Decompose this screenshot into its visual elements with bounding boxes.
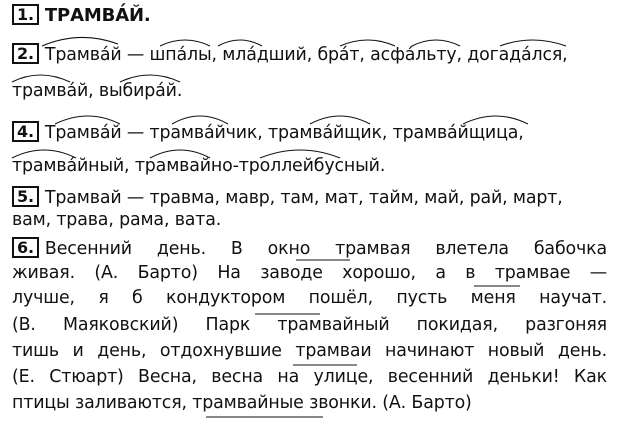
exercise-2-text: Трамва́й — шпа́лы, мла́дший, бра́т, асфа́льту, догада́лся, bbox=[44, 45, 568, 65]
exercise-4-line-1 bbox=[12, 121, 524, 144]
exercise-6-line-5: тишь и день, отдохнувшие трамваи начинают новый день. bbox=[12, 341, 607, 361]
exercise-6-line-7: птицы заливаются, трамвайные звонки. (А. Барто) bbox=[12, 393, 472, 413]
exercise-6-line-2: живая. (А. Барто) На заводе хорошо, а в трамвае — bbox=[12, 263, 607, 283]
exercise-6-line-6: (Е. Стюарт) Весна, весна на улице, весенний деньки! Как bbox=[12, 367, 607, 387]
exercise-number: 6. bbox=[12, 237, 39, 258]
exercise-number: 2. bbox=[12, 43, 39, 64]
exercise-number: 4. bbox=[12, 121, 39, 142]
exercise-number: 5. bbox=[12, 186, 39, 207]
exercise-1 bbox=[12, 4, 151, 27]
exercise-4-text: Трамва́й — трамва́йчик, трамва́йщик, трамва́йщица, bbox=[44, 123, 524, 143]
exercise-6-text: Весенний день. В окно трамвая влетела бабочка bbox=[44, 239, 607, 259]
exercise-2-line-1 bbox=[12, 43, 568, 66]
exercise-6-line-3: лучше, я б кондуктором пошёл, пусть меня научат. bbox=[12, 288, 607, 308]
exercise-2-line-2: трамва́й, выбира́й. bbox=[12, 81, 183, 101]
exercise-6-line-4: (В. Маяковский) Парк трамвайный покидая, разгоняя bbox=[12, 315, 607, 335]
exercise-4-line-2: трамва́йный, трамвайно-троллейбусный. bbox=[12, 156, 386, 176]
exercise-5-line-1 bbox=[12, 186, 563, 209]
exercise-number: 1. bbox=[12, 4, 39, 25]
exercise-5-text: Трамвай — травма, мавр, там, мат, тайм, май, рай, март, bbox=[44, 188, 563, 208]
exercise-5-line-2: вам, трава, рама, вата. bbox=[12, 210, 222, 230]
exercise-1-word: ТРАМВА́Й. bbox=[44, 5, 151, 26]
exercise-6-line-1 bbox=[12, 237, 607, 260]
